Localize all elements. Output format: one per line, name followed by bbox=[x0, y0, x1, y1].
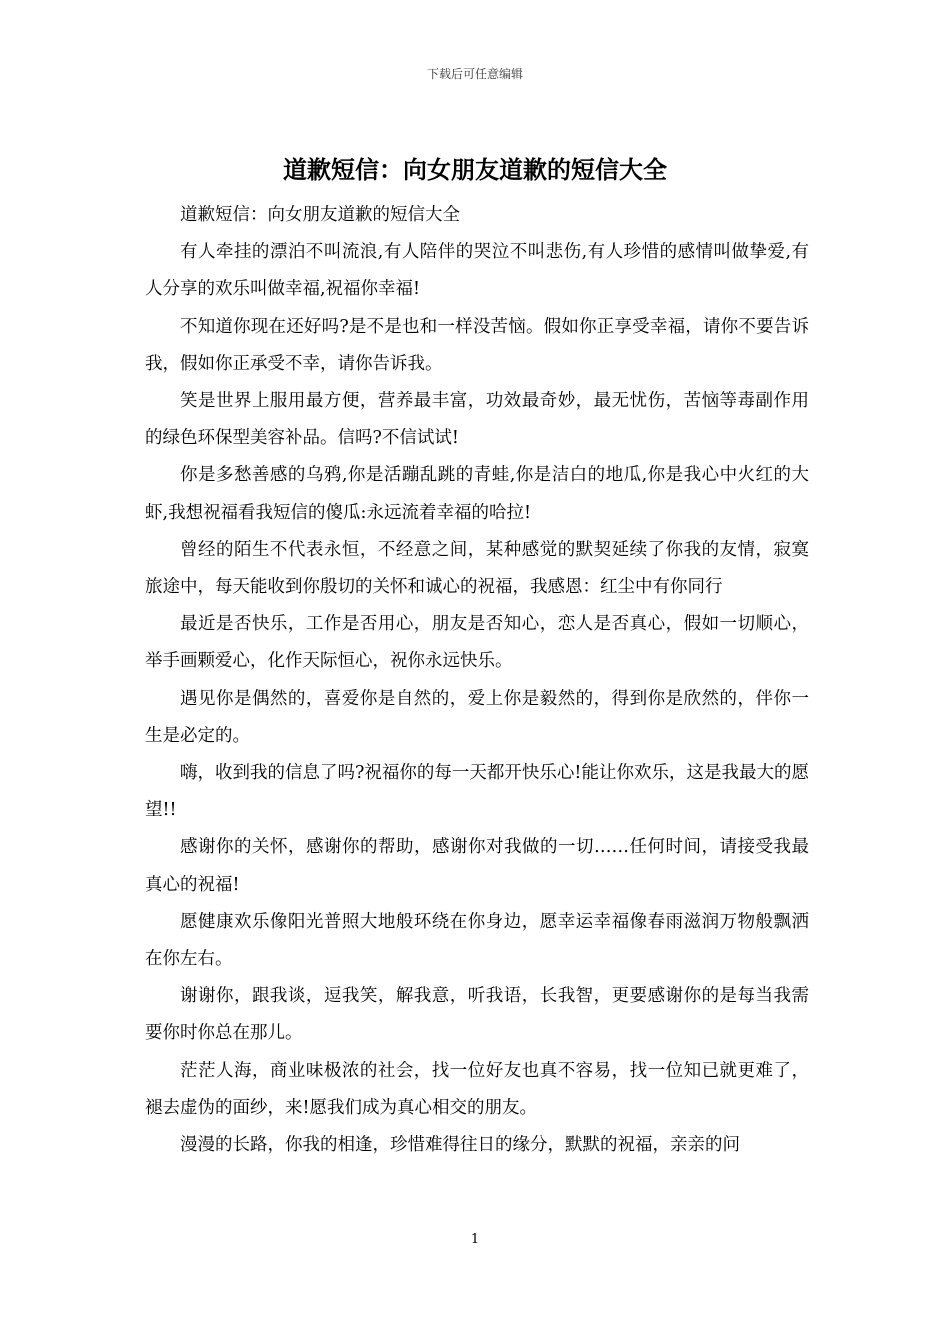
paragraph: 曾经的陌生不代表永恒，不经意之间，某种感觉的默契延续了你我的友情，寂寞旅途中，每天能收到你殷切的关怀和诚心的祝福，我感恩：红尘中有你同行 bbox=[145, 539, 809, 598]
paragraph: 茫茫人海，商业味极浓的社会，找一位好友也真不容易，找一位知已就更难了，褪去虚伪的面纱，来!愿我们成为真心相交的朋友。 bbox=[145, 1060, 809, 1118]
header-note: 下载后可任意编辑 bbox=[426, 67, 523, 81]
paragraph: 道歉短信：向女朋友道歉的短信大全 bbox=[180, 205, 460, 225]
document-body bbox=[145, 197, 809, 1164]
document-title: 道歉短信：向女朋友道歉的短信大全 bbox=[283, 155, 667, 184]
paragraph: 笑是世界上服用最方便，营养最丰富，功效最奇妙，最无忧伤，苦恼等毒副作用的绿色环保型美容补品。信吗?不信试试! bbox=[145, 391, 809, 449]
paragraph: 最近是否快乐，工作是否用心，朋友是否知心，恋人是否真心，假如一切顺心，举手画颗爱心，化作天际恒心，祝你永远快乐。 bbox=[145, 614, 809, 672]
paragraph: 漫漫的长路，你我的相逢，珍惜难得往日的缘分，默默的祝福，亲亲的问 bbox=[180, 1135, 740, 1156]
paragraph: 有人牵挂的漂泊不叫流浪,有人陪伴的哭泣不叫悲伤,有人珍惜的感情叫做挚爱,有人分享的欢乐叫做幸福,祝福你幸福! bbox=[145, 242, 809, 300]
paragraph: 不知道你现在还好吗?是不是也和一样没苦恼。假如你正享受幸福，请你不要告诉我，假如你正承受不幸，请你告诉我。 bbox=[145, 316, 809, 374]
paragraph: 愿健康欢乐像阳光普照大地般环绕在你身边，愿幸运幸福像春雨滋润万物般飘洒在你左右。 bbox=[145, 911, 809, 970]
page-number: 1 bbox=[470, 1232, 480, 1247]
paragraph: 你是多愁善感的乌鸦,你是活蹦乱跳的青蛙,你是洁白的地瓜,你是我心中火红的大虾,我想祝福看我短信的傻瓜:永远流着幸福的哈拉! bbox=[145, 465, 809, 523]
paragraph: 感谢你的关怀，感谢你的帮助，感谢你对我做的一切……任何时间，请接受我最真心的祝福! bbox=[145, 837, 809, 895]
paragraph: 嗨，收到我的信息了吗?祝福你的每一天都开快乐心!能让你欢乐，这是我最大的愿望!! bbox=[145, 763, 809, 821]
paragraph: 谢谢你，跟我谈，逗我笑，解我意，听我语，长我智，更要感谢你的是每当我需要你时你总在那儿。 bbox=[145, 986, 809, 1044]
paragraph: 遇见你是偶然的，喜爱你是自然的，爱上你是毅然的，得到你是欣然的，伴你一生是必定的。 bbox=[145, 688, 809, 746]
